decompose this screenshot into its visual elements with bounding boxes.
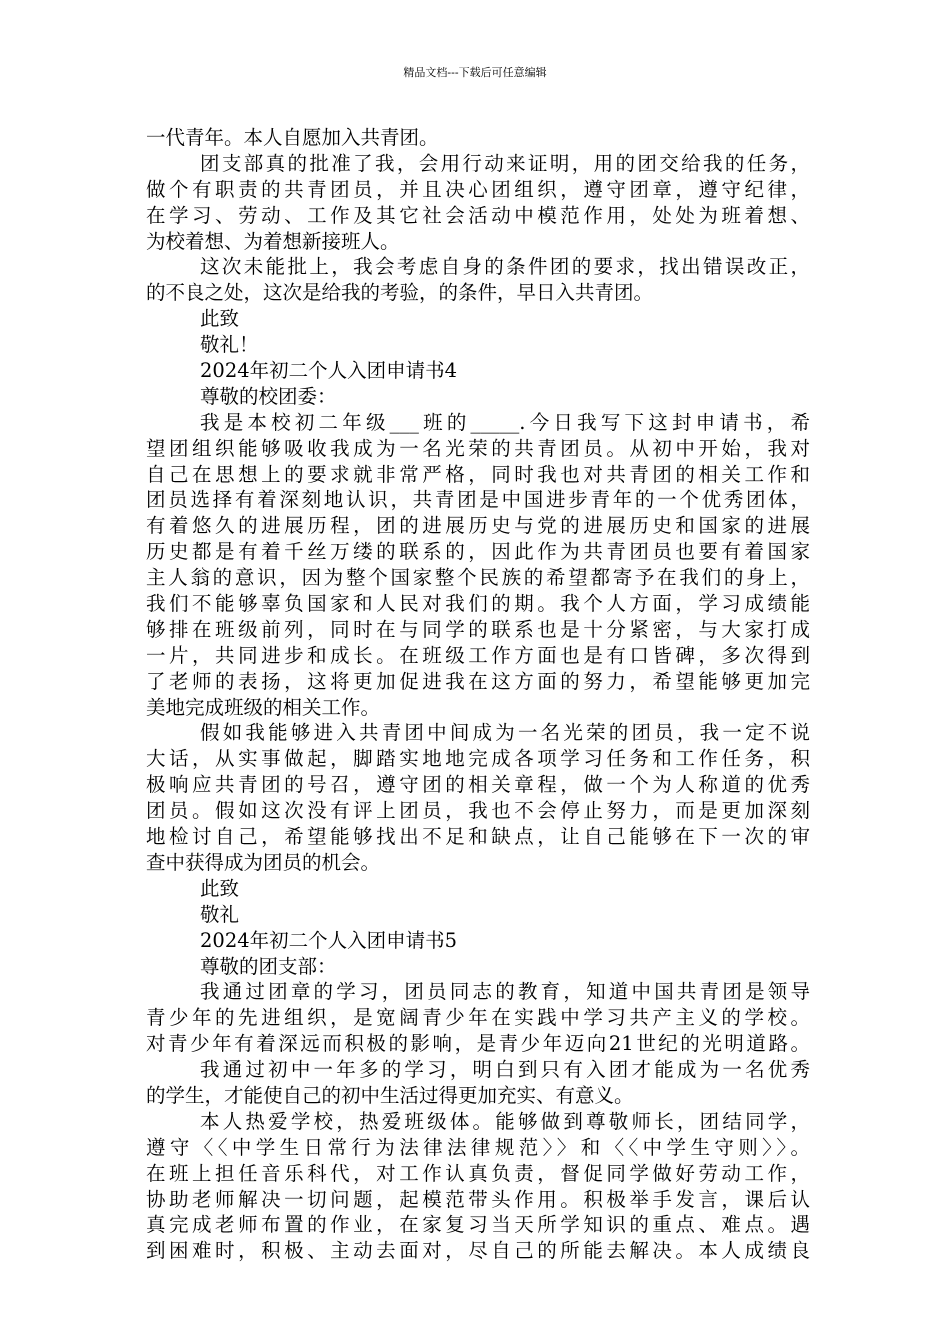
text-line: 一代青年。本人自愿加入共青团。: [146, 126, 439, 149]
letter-greeting: 尊敬的校团委：: [200, 384, 337, 408]
text-line: 到困难时，积极、主动去面对，尽自己的所能去解决。本人成绩良: [146, 1239, 810, 1263]
text-line: 这次未能批上，我会考虑自身的条件团的要求，找出错误改正，: [200, 255, 810, 279]
text-line: 够排在班级前列，同时在与同学的联系也是十分紧密，与大家打成: [146, 617, 810, 641]
text-line: 极响应共青团的号召，遵守团的相关章程，做一个为人称道的优秀: [146, 773, 810, 797]
text-line: 团员选择有着深刻地认识，共青团是中国进步青年的一个优秀团体，: [146, 488, 810, 512]
text-line: 有着悠久的进展历程，团的进展历史与党的进展历史和国家的进展: [146, 514, 810, 538]
text-line: 做个有职责的共青团员，并且决心团组织，遵守团章，遵守纪律，: [146, 177, 810, 201]
document-body: [146, 125, 810, 1264]
text-line: 的不良之处，这次是给我的考验，的条件，早日入共青团。: [146, 281, 654, 305]
text-line: 查中获得成为团员的机会。: [146, 850, 381, 874]
text-line: 假如我能够进入共青团中间成为一名光荣的团员，我一定不说: [200, 721, 810, 745]
text-line: 我们不能够辜负国家和人民对我们的期。我个人方面，学习成绩能: [146, 592, 810, 616]
closing-salutation: 此致: [200, 307, 240, 331]
text-line: 团支部真的批准了我，会用行动来证明，用的团交给我的任务，: [200, 151, 810, 175]
text-line: 在学习、劳动、工作及其它社会活动中模范作用，处处为班着想、: [146, 203, 810, 227]
closing-regards: 敬礼: [200, 902, 240, 926]
text-line: 协助老师解决一切问题，起模范带头作用。积极举手发言，课后认: [146, 1187, 810, 1211]
text-line: 望团组织能够吸收我成为一名光荣的共青团员。从初中开始，我对: [146, 436, 810, 460]
text-line: 我通过团章的学习，团员同志的教育，知道中国共青团是领导: [200, 980, 810, 1004]
text-line: 我是本校初二年级___班的_____.今日我写下这封申请书，希: [200, 410, 810, 434]
text-line: 团员。假如这次没有评上团员，我也不会停止努力，而是更加深刻: [146, 799, 810, 823]
text-line: 了老师的表扬，这将更加促进我在这方面的努力，希望能够更加完: [146, 669, 810, 693]
closing-regards: 敬礼！: [200, 333, 259, 357]
text-line: 主人翁的意识，因为整个国家整个民族的希望都寄予在我们的身上，: [146, 566, 810, 590]
letter-greeting: 尊敬的团支部：: [200, 954, 337, 978]
text-line: 遵守〈〈中学生日常行为法律法律规范〉〉和〈〈中学生守则〉〉。: [146, 1135, 810, 1159]
text-line: 真完成老师布置的作业，在家复习当天所学知识的重点、难点。遇: [146, 1213, 810, 1237]
text-line: 的学生，才能使自己的初中生活过得更加充实、有意义。: [146, 1083, 634, 1107]
text-line: 地检讨自己，希望能够找出不足和缺点，让自己能够在下一次的审: [146, 825, 810, 849]
text-line: 历史都是有着千丝万缕的联系的，因此作为共青团员也要有着国家: [146, 540, 810, 564]
text-line: 大话，从实事做起，脚踏实地地完成各项学习任务和工作任务，积: [146, 747, 810, 771]
text-line: 本人热爱学校，热爱班级体。能够做到尊敬师长，团结同学，: [200, 1109, 810, 1133]
page-header: 精品文档---下载后可任意编辑: [403, 66, 547, 79]
text-line: 我通过初中一年多的学习，明白到只有入团才能成为一名优秀: [200, 1058, 810, 1082]
section-title: 2024年初二个人入团申请书5: [200, 928, 458, 952]
section-title: 2024年初二个人入团申请书4: [200, 359, 458, 383]
text-line: 自己在思想上的要求就非常严格，同时我也对共青团的相关工作和: [146, 462, 810, 486]
text-line: 一片，共同进步和成长。在班级工作方面也是有口皆碑，多次得到: [146, 643, 810, 667]
text-line: 青少年的先进组织，是宽阔青少年在实践中学习共产主义的学校。: [146, 1006, 810, 1030]
closing-salutation: 此致: [200, 876, 240, 900]
text-line: 对青少年有着深远而积极的影响，是青少年迈向21世纪的光明道路。: [146, 1032, 810, 1056]
text-line: 在班上担任音乐科代，对工作认真负责，督促同学做好劳动工作，: [146, 1161, 810, 1185]
text-line: 美地完成班级的相关工作。: [146, 695, 381, 719]
text-line: 为校着想、为着想新接班人。: [146, 229, 400, 253]
